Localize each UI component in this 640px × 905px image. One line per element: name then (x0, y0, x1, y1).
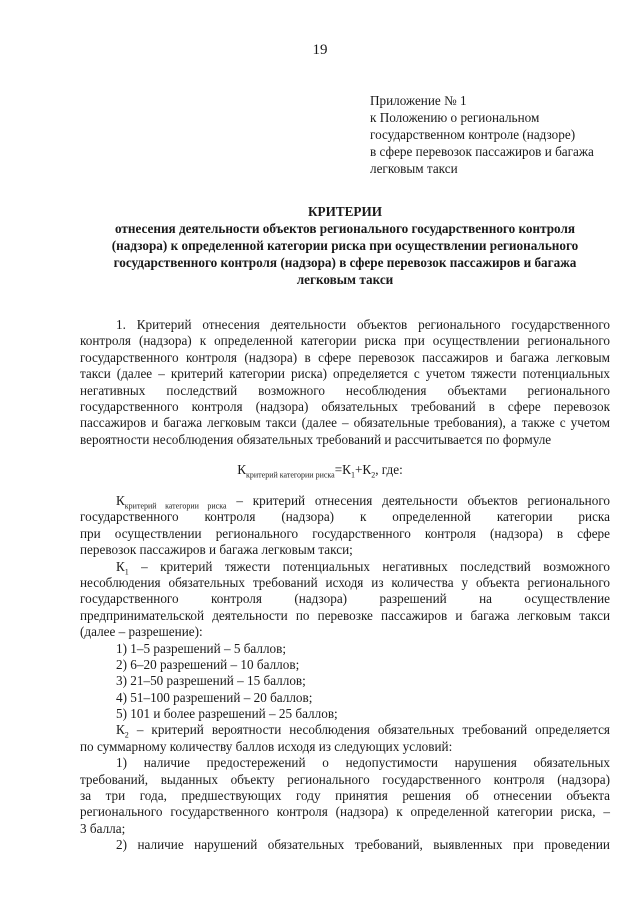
text-line: при осуществлении регионального государственного контроля (надзора) в сфере (80, 525, 610, 541)
def-k2-sub: 2 (124, 731, 129, 741)
list-item: 3) 21–50 разрешений – 15 баллов; (116, 673, 306, 689)
text-line: государственного контроля (надзора) к определенной категории риска (80, 509, 610, 525)
text-line: вероятности несоблюдения обязательных требований и рассчитывается по формуле (80, 431, 552, 447)
document-title (80, 203, 610, 288)
definitions (80, 493, 610, 854)
formula-part: , где: (375, 462, 403, 477)
risk-formula (0, 462, 640, 480)
formula-part: +К (354, 462, 372, 477)
text-line: 2) наличие нарушений обязательных требований, выявленных при проведении (116, 837, 610, 853)
text-line: по суммарному количеству баллов исходя из следующих условий: (80, 738, 453, 754)
appendix-line: Приложение № 1 (370, 93, 467, 108)
list-item: 1) 1–5 разрешений – 5 баллов; (116, 640, 287, 656)
list-item: 2) 6–20 разрешений – 10 баллов; (116, 656, 300, 672)
text-line: пассажиров и багажа легковым такси (далее – обязательные требования), а также с учетом (80, 415, 610, 431)
def-k: К (116, 493, 125, 508)
text-line (80, 493, 610, 509)
text-line: государственного контроля (надзора) в сфере перевозок пассажиров и багажа легковым (80, 349, 610, 365)
appendix-line: к Положению о региональном (370, 110, 540, 125)
text-line: предпринимательской деятельности по перевозке пассажиров и багажа легковым такси (80, 607, 610, 623)
def-k2-text: – критерий вероятности несоблюдения обязательных требований определяется (128, 722, 610, 738)
title-line: государственного контроля (надзора) в сфере перевозок пассажиров и багажа (113, 255, 577, 270)
def-k1-text: – критерий тяжести потенциальных негативных последствий возможного (128, 558, 610, 574)
title-heading: КРИТЕРИИ (307, 204, 383, 219)
appendix-block (370, 92, 594, 177)
text-line: регионального государственного контроля (надзора) к определенной категории риска, – (80, 804, 610, 820)
title-line: (надзора) к определенной категории риска при осуществлении регионального (111, 238, 579, 253)
text-line (80, 722, 610, 741)
text-line: негативных последствий возможного несоблюдения объектами регионального (80, 382, 610, 398)
def-k-sub: критерий категории риска (124, 501, 227, 511)
title-line: отнесения деятельности объектов регионального государственного контроля (114, 221, 576, 236)
text-line: 1. Критерий отнесения деятельности объектов регионального государственного (116, 317, 610, 332)
paragraph-1 (80, 317, 610, 448)
title-line: легковым такси (296, 272, 394, 287)
text-line: несоблюдения обязательных требований исходя из количества у объекта регионального (80, 574, 610, 590)
formula-sub: 1 (350, 470, 355, 480)
def-k2: К (116, 722, 125, 738)
text-line: требований, выданных объекту регионального государственного контроля (надзора) (80, 771, 610, 787)
text-line: государственного контроля (надзора) разрешений на осуществление (80, 591, 610, 607)
def-k1-sub: 1 (124, 567, 129, 577)
def-k-text: – критерий отнесения деятельности объектов регионального (226, 493, 610, 508)
appendix-line: легковым такси (370, 161, 458, 176)
formula-part: =К (334, 462, 351, 477)
list-item: 4) 51–100 разрешений – 20 баллов; (116, 689, 313, 705)
text-line: (далее – разрешение): (80, 624, 203, 640)
page-number: 19 (312, 42, 328, 58)
list-item: 5) 101 и более разрешений – 25 баллов; (116, 706, 338, 722)
text-line: государственного контроля (надзора) обязательных требований в сфере перевозок (80, 398, 610, 414)
text-line: за три года, предшествующих году принятия решения об отнесении объекта (80, 788, 610, 804)
formula-sub: 2 (371, 470, 376, 480)
formula-sub: критерий категории риска (246, 470, 335, 480)
text-line (80, 559, 610, 575)
text-line: перевозок пассажиров и багажа легковым такси; (80, 542, 353, 558)
appendix-line: в сфере перевозок пассажиров и багажа (370, 144, 594, 159)
text-line: 1) наличие предостережений о недопустимости нарушения обязательных (116, 755, 610, 771)
text-line: 3 балла; (80, 820, 126, 836)
text-line: контроля (надзора) к определенной категории риска при осуществлении регионального (80, 333, 610, 349)
appendix-line: государственном контроле (надзоре) (370, 127, 576, 142)
def-k1: К (116, 558, 125, 574)
formula-k: К (237, 462, 246, 477)
text-line: такси (далее – критерий категории риска) определяется с учетом тяжести потенциальных (80, 366, 610, 382)
